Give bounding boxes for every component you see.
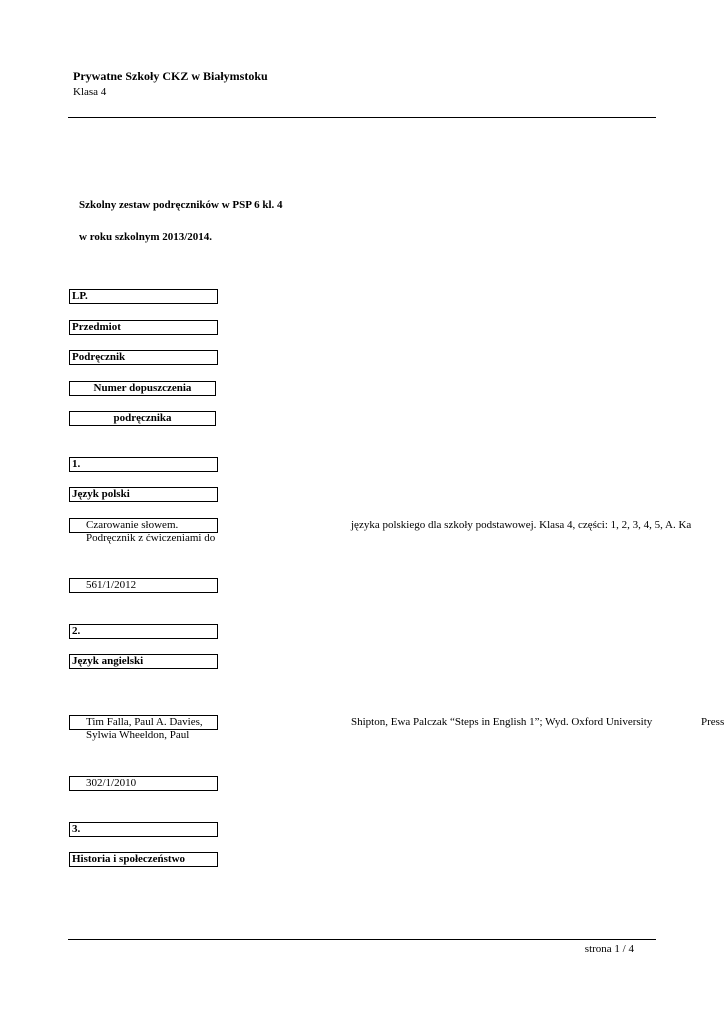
row-1-book-part2: języka polskiego dla szkoły podstawowej. Klasa 4, części: 1, 2, 3, 4, 5, A. Ka xyxy=(351,519,692,531)
row-1-subject: Język polski xyxy=(69,487,218,502)
row-3-subject: Historia i społeczeństwo xyxy=(69,852,218,867)
school-name: Prywatne Szkoły CKZ w Białymstoku xyxy=(73,69,268,83)
row-2-lp: 2. xyxy=(69,624,218,639)
class-label: Klasa 4 xyxy=(73,86,107,98)
column-book: Podręcznik xyxy=(69,350,218,365)
footer-rule xyxy=(68,939,656,940)
header-rule xyxy=(68,117,656,118)
page-number: strona 1 / 4 xyxy=(584,943,634,955)
row-1-number: 561/1/2012 xyxy=(69,578,218,593)
row-1-lp: 1. xyxy=(69,457,218,472)
row-2-book-part1: Tim Falla, Paul A. Davies, Sylwia Wheeldon, Paul xyxy=(86,716,203,741)
row-2-book-part2: Shipton, Ewa Palczak “Steps in English 1”; Wyd. Oxford University xyxy=(351,716,653,728)
row-1-book-cell xyxy=(69,518,218,544)
column-number-line1: Numer dopuszczenia xyxy=(69,381,216,396)
row-2-book-cell xyxy=(69,715,218,741)
row-1-book-part1: Czarowanie słowem. Podręcznik z ćwiczeniami do xyxy=(86,519,216,544)
document-subtitle: w roku szkolnym 2013/2014. xyxy=(79,231,213,243)
document-title: Szkolny zestaw podręczników w PSP 6 kl. 4 xyxy=(79,199,283,211)
column-number-line2: podręcznika xyxy=(69,411,216,426)
column-lp: LP. xyxy=(69,289,218,304)
row-2-number: 302/1/2010 xyxy=(69,776,218,791)
row-2-book-part3: Press xyxy=(701,716,725,728)
row-2-subject: Język angielski xyxy=(69,654,218,669)
row-3-lp: 3. xyxy=(69,822,218,837)
column-subject: Przedmiot xyxy=(69,320,218,335)
